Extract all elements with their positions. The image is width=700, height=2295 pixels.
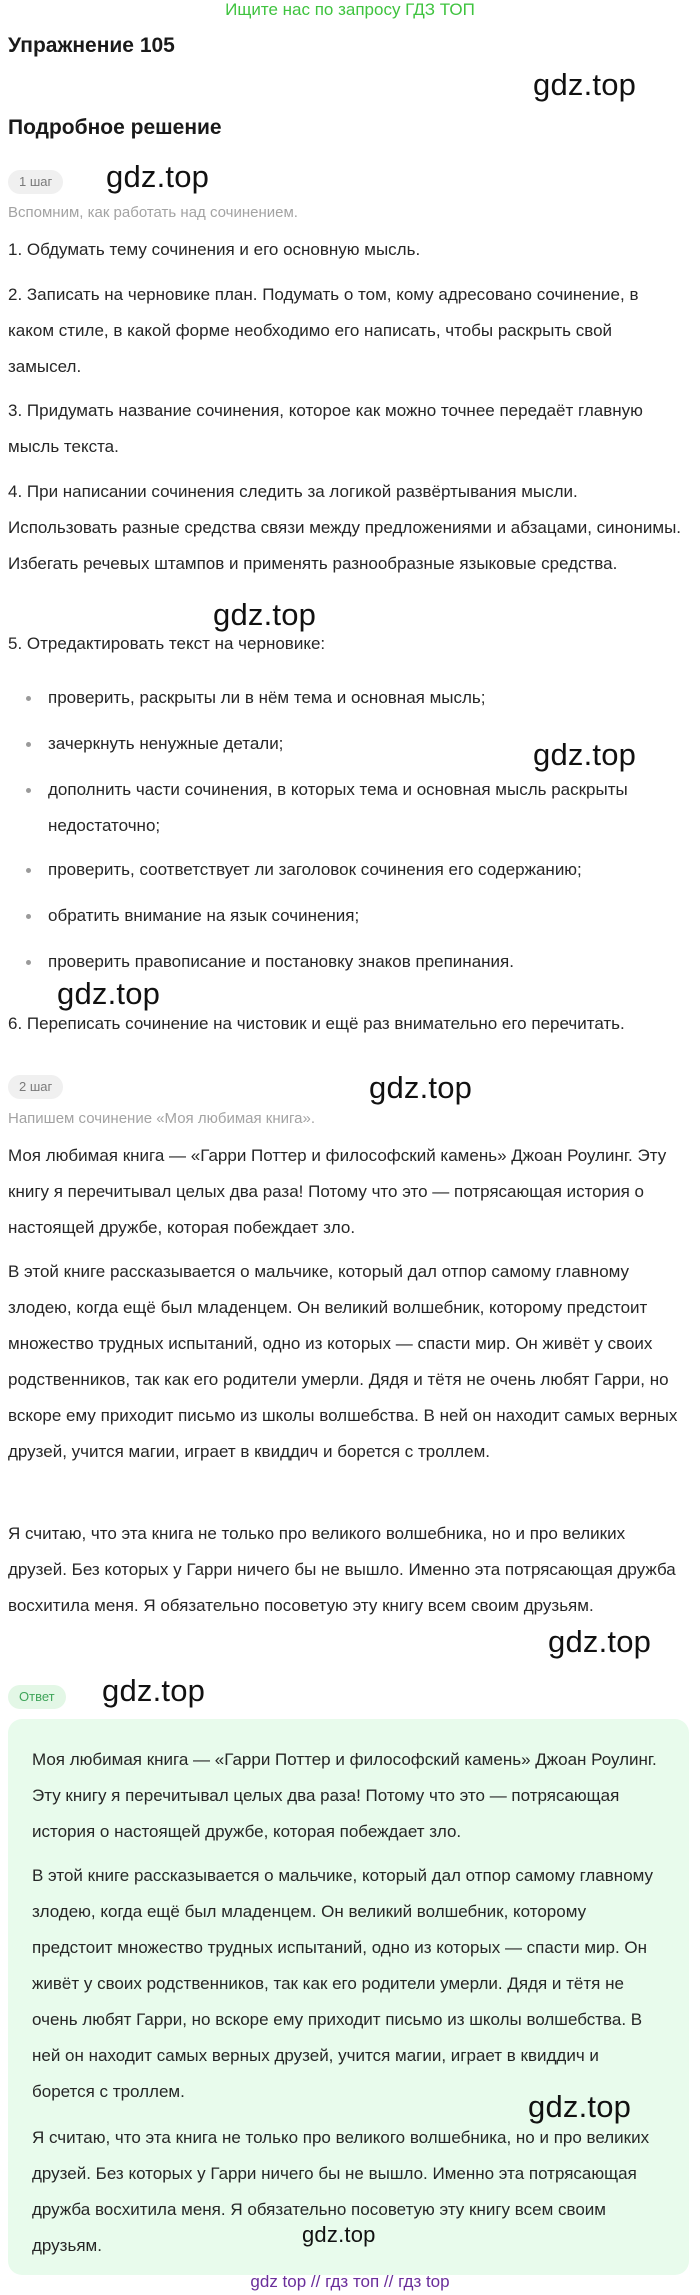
watermark: gdz.top: [528, 2089, 632, 2124]
watermark: gdz.top: [302, 2222, 376, 2247]
watermark: gdz.top: [369, 1070, 473, 1105]
watermark: gdz.top: [213, 597, 317, 632]
step-1-badge: 1 шаг: [8, 170, 63, 194]
step-1-paragraph-1: 1. Обдумать тему сочинения и его основную мысль.: [8, 240, 421, 259]
step-1-paragraph-5: 5. Отредактировать текст на черновике:: [8, 634, 326, 653]
step-2-paragraph-2: В этой книге рассказывается о мальчике, который дал отпор самому главному злодею, когда ещё был младенцем. Он великий волшебник, которому предстоит множество трудных испытаний, одно из которых — спасти мир. Он живёт у своих родственников, так как его родители умерли. Дядя и тётя не очень любят Гарри, но вскоре ему приходит письмо из школы волшебства. В ней он находит самых верных друзей, учится магии, играет в квиддич и борется с троллем.: [8, 1262, 678, 1461]
answer-paragraph-3: Я считаю, что эта книга не только про великого волшебника, но и про великих друзей. Без которых у Гарри ничего бы не вышло. Именно эта потрясающая дружба восхитила меня. Я обязательно посоветую эту книгу всем своим друзьям.: [32, 2128, 650, 2255]
search-banner[interactable]: Ищите нас по запросу ГДЗ ТОП: [225, 0, 475, 19]
solution-heading: Подробное решение: [8, 116, 222, 139]
answer-paragraph-1: Моя любимая книга — «Гарри Поттер и философский камень» Джоан Роулинг. Эту книгу я перечитывал целых два раза! Потому что это — потрясающая история о настоящей дружбе, которая побеждает зло.: [32, 1750, 657, 1841]
list-item-text: обратить внимание на язык сочинения;: [48, 906, 360, 925]
list-item-text: зачеркнуть ненужные детали;: [48, 734, 284, 753]
step-1-paragraph-3: 3. Придумать название сочинения, которое как можно точнее передаёт главную мысль текста.: [8, 401, 643, 456]
list-item-text: проверить, раскрыты ли в нём тема и основная мысль;: [48, 688, 486, 707]
list-item: [26, 944, 666, 980]
watermark: gdz.top: [548, 1624, 652, 1659]
step-2-hint: Напишем сочинение «Моя любимая книга».: [8, 1110, 315, 1127]
step-2-paragraph-1: Моя любимая книга — «Гарри Поттер и философский камень» Джоан Роулинг. Эту книгу я перечитывал целых два раза! Потому что это — потрясающая история о настоящей дружбе, которая побеждает зло.: [8, 1146, 667, 1237]
bullet-dot: [26, 914, 31, 919]
watermark: gdz.top: [533, 67, 637, 102]
footer-links[interactable]: gdz top // гдз топ // гдз top: [250, 2272, 450, 2291]
list-item-text: проверить правописание и постановку знаков препинания.: [48, 952, 514, 971]
step-1-hint: Вспомним, как работать над сочинением.: [8, 204, 298, 221]
step-1-paragraph-4: 4. При написании сочинения следить за логикой развёртывания мысли. Использовать разные средства связи между предложениями и абзацами, синонимы. Избегать речевых штампов и применять разнообразные языковые средства.: [8, 482, 682, 573]
watermark: gdz.top: [102, 1673, 206, 1708]
list-item: [26, 852, 666, 888]
bullet-dot: [26, 788, 31, 793]
watermark: gdz.top: [533, 737, 637, 772]
step-1-paragraph-2: 2. Записать на черновике план. Подумать о том, кому адресовано сочинение, в каком стиле, в какой форме необходимо его написать, чтобы раскрыть свой замысел.: [8, 285, 639, 376]
list-item-text: дополнить части сочинения, в которых тема и основная мысль раскрыты недостаточно;: [48, 780, 628, 835]
answer-badge: Ответ: [8, 1685, 66, 1709]
step-2-badge: 2 шаг: [8, 1075, 63, 1099]
bullet-dot: [26, 960, 31, 965]
bullet-dot: [26, 696, 31, 701]
list-item-text: проверить, соответствует ли заголовок сочинения его содержанию;: [48, 860, 582, 879]
watermark: gdz.top: [57, 976, 161, 1011]
list-item: [26, 898, 666, 934]
page-title: Упражнение 105: [8, 34, 175, 57]
list-item: [26, 680, 666, 716]
watermark: gdz.top: [106, 159, 210, 194]
bullet-dot: [26, 868, 31, 873]
step-1-final: 6. Переписать сочинение на чистовик и ещё раз внимательно его перечитать.: [8, 1014, 625, 1033]
answer-paragraph-2: В этой книге рассказывается о мальчике, который дал отпор самому главному злодею, когда ещё был младенцем. Он великий волшебник, которому предстоит множество трудных испытаний, одно из которых — спасти мир. Он живёт у своих родственников, так как его родители умерли. Дядя и тётя не очень любят Гарри, но вскоре ему приходит письмо из школы волшебства. В ней он находит самых верных друзей, учится магии, играет в квиддич и борется с троллем.: [32, 1866, 654, 2101]
step-2-paragraph-3: Я считаю, что эта книга не только про великого волшебника, но и про великих друзей. Без которых у Гарри ничего бы не вышло. Именно эта потрясающая дружба восхитила меня. Я обязательно посоветую эту книгу всем своим друзьям.: [8, 1524, 676, 1615]
list-item: [26, 772, 666, 844]
bullet-dot: [26, 742, 31, 747]
